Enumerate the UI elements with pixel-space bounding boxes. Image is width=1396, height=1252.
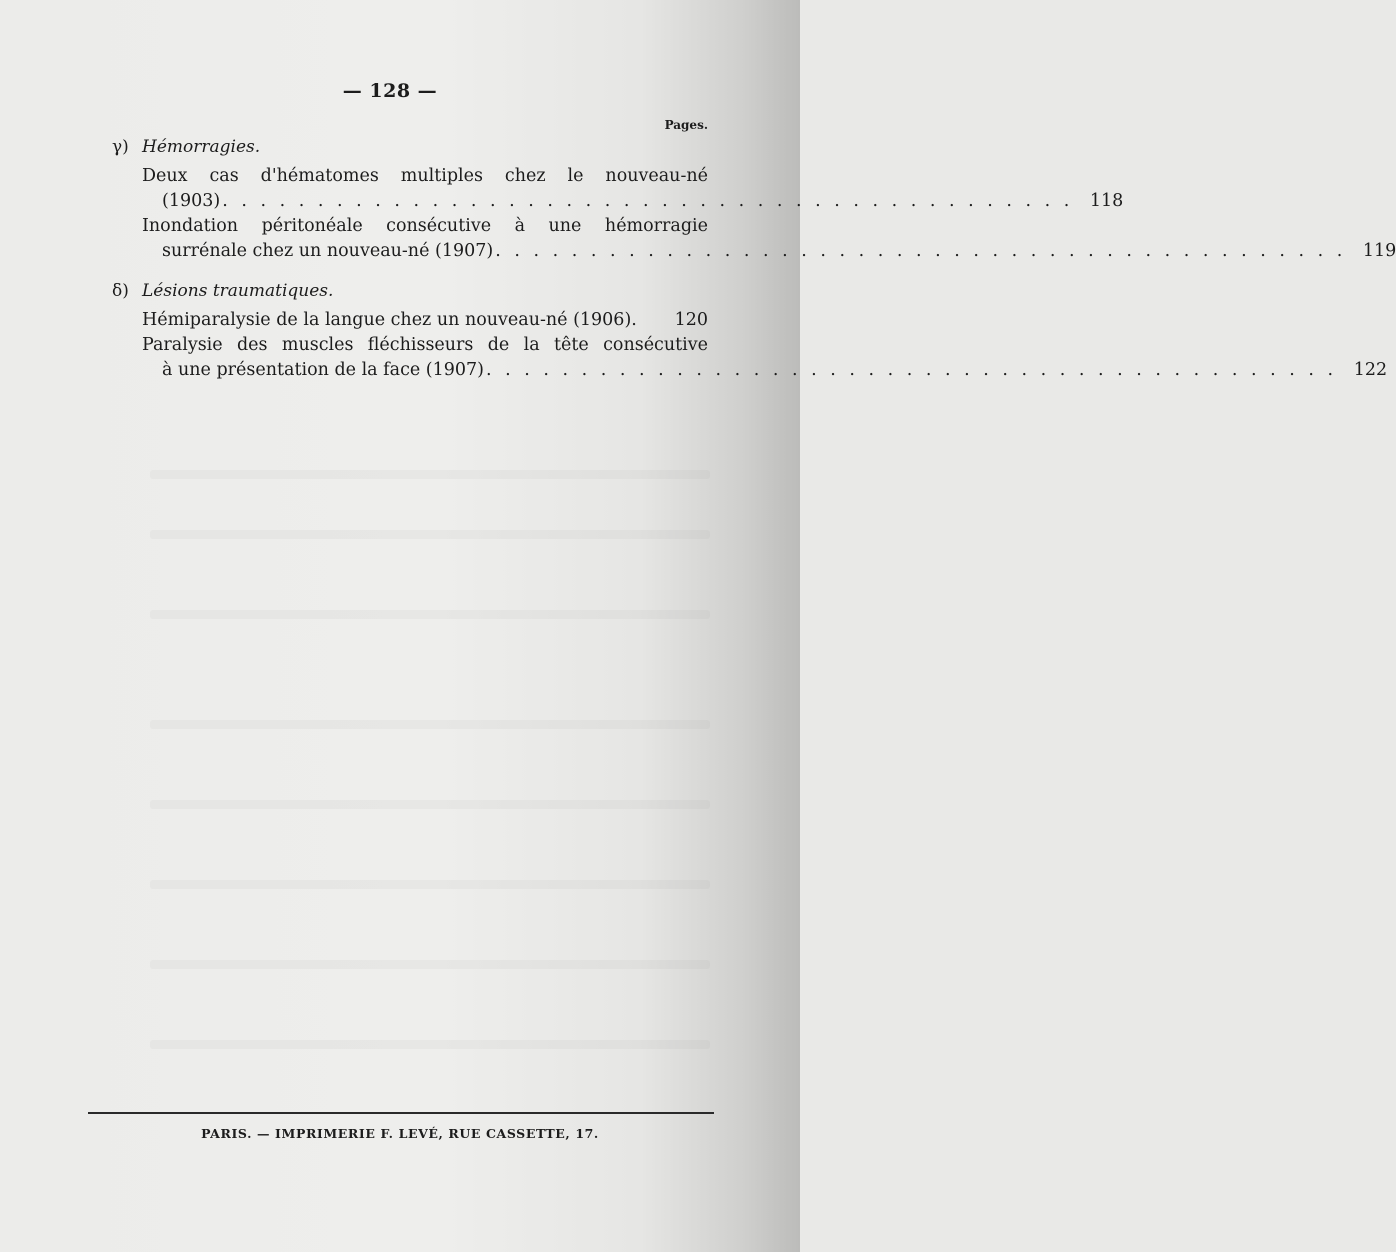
dot-leader: . . . . . . . . . . . . . . . . . . . . . . . . . . . . . . . . . . . . . . . . . . . . .	[222, 191, 1074, 211]
section-marker: δ)	[112, 281, 129, 301]
show-through-line	[150, 800, 710, 809]
show-through-line	[150, 610, 710, 619]
footer-rule	[88, 1112, 714, 1115]
entry-text: surrénale chez un nouveau-né (1907)	[162, 241, 494, 261]
entry-text-line-last	[142, 189, 1124, 214]
show-through-line	[150, 530, 710, 539]
entry-page-number: 120	[674, 310, 708, 330]
show-through-line	[150, 880, 710, 889]
section-lesions-traumatiques	[112, 278, 1388, 383]
entry-text-line-last	[142, 239, 1396, 264]
entry-page-number: 119	[1362, 241, 1396, 261]
show-through-line	[150, 1040, 710, 1049]
show-through-line	[150, 470, 710, 479]
toc-entry[interactable]	[112, 214, 1396, 264]
dot-leader: . . . . . . . . . . . . . . . . . . . . . . . . . . . . . . . . . . . . . . . . . . . . .	[486, 360, 1338, 380]
entry-text-line: Paralysie des muscles fléchisseurs de la tête consécutive	[142, 335, 708, 355]
entry-text: à une présentation de la face (1907)	[162, 360, 484, 380]
entry-text-line-last	[142, 358, 1388, 383]
section-title: Lésions traumatiques.	[142, 281, 334, 301]
section-heading	[112, 278, 708, 304]
section-marker: γ)	[112, 137, 129, 157]
toc-entry[interactable]	[112, 333, 1388, 383]
entry-text: Hémiparalysie de la langue chez un nouveau-né (1906).	[142, 310, 637, 330]
show-through-line	[150, 960, 710, 969]
entry-text: (1903)	[162, 191, 221, 211]
pages-column-header: Pages.	[664, 118, 708, 132]
entry-text-line-last	[142, 308, 708, 333]
printer-imprint: PARIS. — IMPRIMERIE F. LEVÉ, RUE CASSETTE, 17.	[201, 1126, 599, 1141]
dot-leader: . . . . . . . . . . . . . . . . . . . . . . . . . . . . . . . . . . . . . . . . . . . . .	[495, 241, 1347, 261]
entry-text-line: Deux cas d'hématomes multiples chez le nouveau-né	[142, 166, 708, 186]
section-heading	[112, 134, 708, 160]
entry-page-number: 122	[1353, 360, 1388, 380]
entry-text-line: Inondation péritonéale consécutive à une hémorragie	[142, 216, 708, 236]
page-number: — 128 —	[342, 80, 438, 102]
toc-entry[interactable]	[112, 308, 708, 333]
section-hemorragies	[112, 134, 1396, 264]
section-title: Hémorragies.	[142, 137, 261, 157]
toc-entry[interactable]	[112, 164, 1124, 214]
entry-page-number: 118	[1089, 191, 1124, 211]
show-through-line	[150, 720, 710, 729]
